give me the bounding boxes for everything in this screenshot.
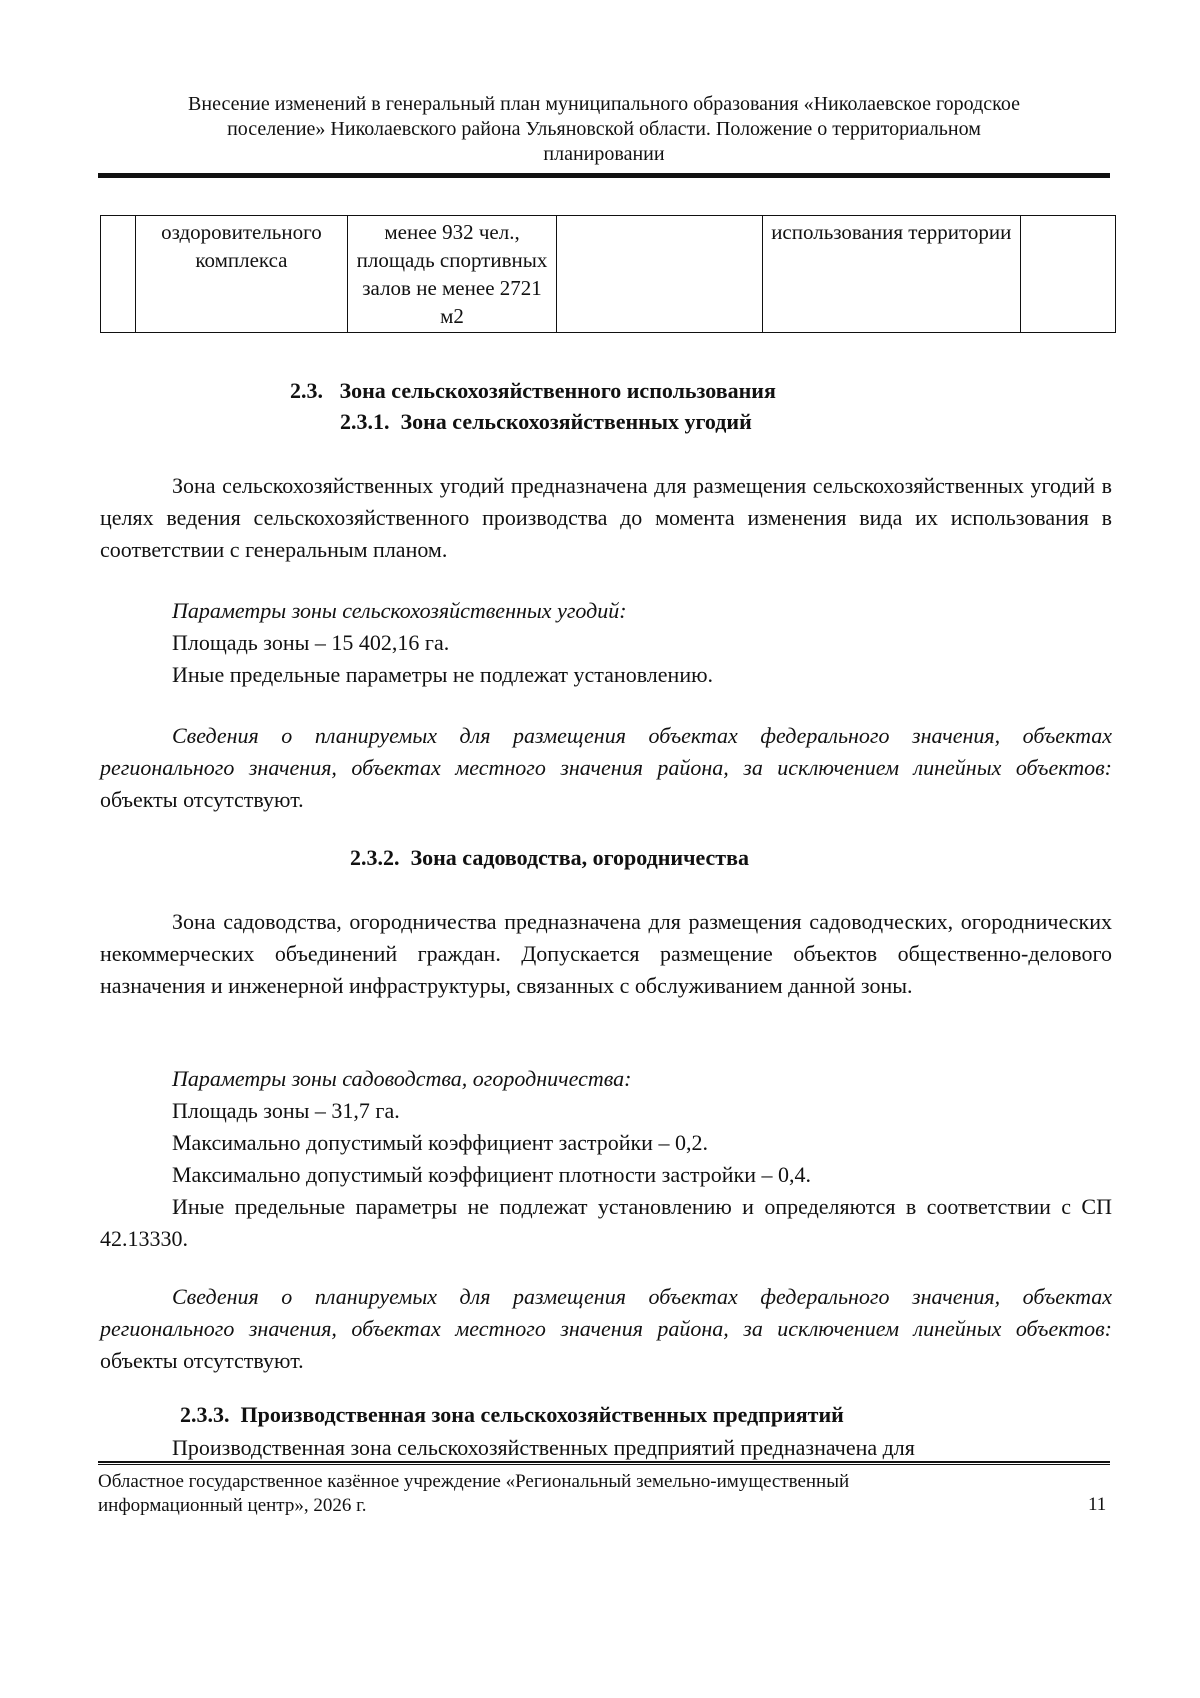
header-divider <box>98 173 1110 178</box>
table-cell-notes <box>1020 216 1115 333</box>
header-line-2: поселение» Николаевского района Ульяновской области. Положение о территориальном <box>227 118 981 140</box>
section-2-3-heading: 2.3. Зона сельскохозяйственного использования <box>290 378 776 403</box>
running-footer <box>98 1470 1058 1518</box>
section-2-3-2-coef-1: Максимально допустимый коэффициент застройки – 0,2. <box>172 1130 708 1155</box>
section-2-3-2-params-title: Параметры зоны садоводства, огородничества: <box>172 1066 632 1091</box>
section-2-3-2-area: Площадь зоны – 31,7 га. <box>172 1098 400 1123</box>
table-cell-characteristics: менее 932 чел., площадь спортивных залов не менее 2721 м2 <box>347 216 557 333</box>
section-2-3-2-other: Иные предельные параметры не подлежат установлению и определяются в соответствии с СП 42.13330. <box>100 1194 1112 1251</box>
footer-line-2: информационный центр», 2026 г. <box>98 1495 367 1516</box>
section-2-3-1-heading: 2.3.1. Зона сельскохозяйственных угодий <box>340 409 752 434</box>
section-2-3-1-params-title: Параметры зоны сельскохозяйственных угодий: <box>172 598 627 623</box>
footer-divider <box>98 1461 1110 1465</box>
table-cell-number <box>101 216 136 333</box>
section-2-3-1-other: Иные предельные параметры не подлежат установлению. <box>172 662 714 687</box>
table-cell-location <box>557 216 763 333</box>
section-2-3-2-coef-2: Максимально допустимый коэффициент плотности застройки – 0,4. <box>172 1162 812 1187</box>
page-number: 11 <box>1088 1494 1107 1515</box>
section-2-3-1-area: Площадь зоны – 15 402,16 га. <box>172 630 450 655</box>
footer-line-1: Областное государственное казённое учреждение «Региональный земельно-имущественный <box>98 1471 850 1492</box>
header-line-3: планировании <box>543 143 665 165</box>
section-2-3-1-info: Сведения о планируемых для размещения объектах федерального значения, объектах регионального значения, объектах местного значения района, за исключением линейных объектов: объекты отсутствуют. <box>100 723 1112 812</box>
section-2-3-1-paragraph: Зона сельскохозяйственных угодий предназначена для размещения сельскохозяйственных угодий в целях ведения сельскохозяйственного производства до момента изменения вида их использования в соответствии с генеральным планом. <box>100 473 1112 562</box>
running-header <box>98 92 1110 167</box>
header-line-1: Внесение изменений в генеральный план муниципального образования «Николаевское городское <box>188 93 1020 115</box>
section-2-3-2-paragraph: Зона садоводства, огородничества предназначена для размещения садоводческих, огороднических некоммерческих объединений граждан. Допускается размещение объектов общественно-делового назначения и инженерной инфраструктуры, связанных с обслуживанием данной зоны. <box>100 909 1112 998</box>
table-cell-zone: использования территории <box>762 216 1020 333</box>
section-2-3-2-heading: 2.3.2. Зона садоводства, огородничества <box>350 845 749 870</box>
section-2-3-3-paragraph: Производственная зона сельскохозяйственных предприятий предназначена для <box>172 1435 915 1460</box>
table-row <box>101 216 1116 333</box>
section-2-3-2-info: Сведения о планируемых для размещения объектах федерального значения, объектах регионального значения, объектах местного значения района, за исключением линейных объектов: объекты отсутствуют. <box>100 1284 1112 1373</box>
continued-table <box>100 215 1116 333</box>
table-cell-object: оздоровительного комплекса <box>136 216 348 333</box>
section-2-3-3-heading: 2.3.3. Производственная зона сельскохозяйственных предприятий <box>180 1402 844 1427</box>
